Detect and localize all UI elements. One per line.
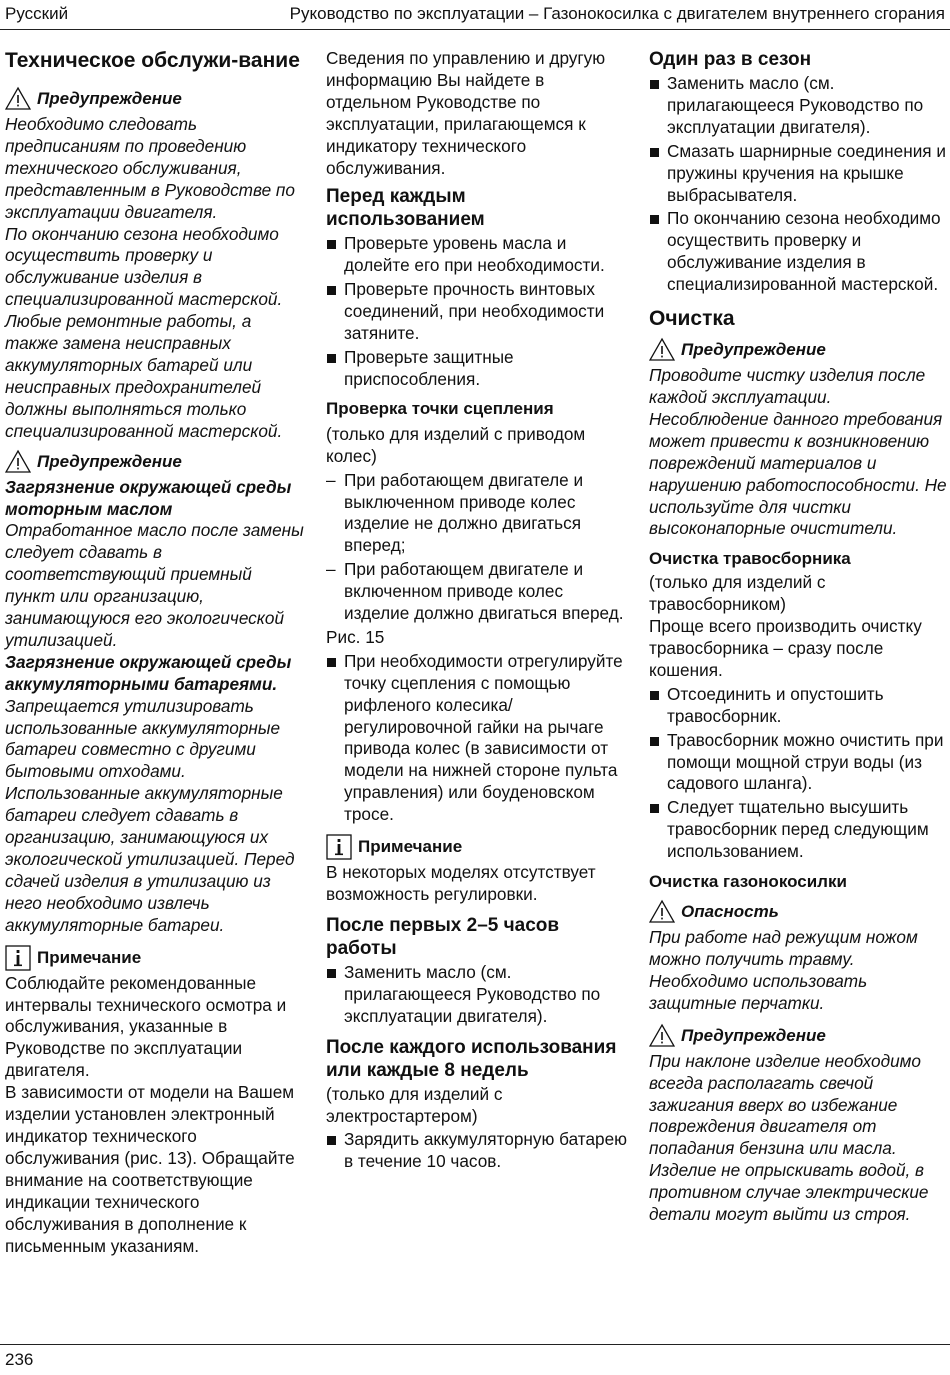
list-item: – При работающем двигателе и включенном приводе колес изделие должно двигаться вперед. <box>326 559 628 625</box>
warning-subheading: Загрязнение окружающей среды аккумуляторными батареями. <box>5 651 292 694</box>
column-2 <box>326 48 628 1177</box>
list-item: Проверьте уровень масла и долейте его при необходимости. <box>326 233 628 277</box>
warning-triangle-icon <box>5 449 31 475</box>
page-header <box>0 0 950 30</box>
warning-header <box>5 447 305 477</box>
body-text: Проще всего производить очистку травосборника – сразу после кошения. <box>649 616 922 680</box>
section-heading-cleaning: Очистка <box>649 307 735 331</box>
warning-triangle-icon <box>649 899 675 925</box>
warning-triangle-icon <box>649 337 675 363</box>
warning-header <box>5 84 305 114</box>
warning-text: По окончанию сезона необходимо осуществить проверку и обслуживание изделия в специализированной мастерской. <box>5 223 283 310</box>
list-item: Смазать шарнирные соединения и пружины кручения на крышке выбрасывателя. <box>649 141 947 207</box>
warning-subheading: Загрязнение окружающей среды моторным маслом <box>5 476 292 519</box>
section-heading-after-each: После каждого использования или каждые 8 недель <box>326 1036 617 1081</box>
bullet-list <box>326 651 628 826</box>
list-item: Проверьте защитные приспособления. <box>326 347 628 391</box>
section-heading-bag-cleaning: Очистка травосборника <box>649 549 851 569</box>
note-label: Примечание <box>358 837 463 857</box>
section-heading-maintenance: Техническое обслужи-вание <box>5 49 300 72</box>
section-heading-mower-cleaning: Очистка газонокосилки <box>649 872 847 892</box>
list-item: При необходимости отрегулируйте точку сцепления с помощью рифленого колесика/регулировочной гайки на рычаге привода колес (в зависимости от модели на нижней стороне пульта управления) или боуденовском тросе. <box>326 651 628 826</box>
info-box-icon <box>5 945 31 971</box>
intro-text: Сведения по управлению и другую информацию Вы найдете в отдельном Руководстве по эксплуатации, прилагающемся к индикатору технического обслуживания. <box>326 48 606 178</box>
warning-text: Необходимо следовать предписаниям по проведению технического обслуживания, представленным в Руководстве по эксплуатации двигателя. <box>5 114 295 222</box>
section-heading-before-use: Перед каждым использованием <box>326 186 485 231</box>
section-heading-clutch: Проверка точки сцепления <box>326 398 554 418</box>
info-box-icon <box>326 834 352 860</box>
bullet-list <box>326 962 628 1028</box>
warning-text: Отработанное масло после замены следует сдавать в соответствующий приемный пункт или организацию, занимающуюся его экологической утилизацией. <box>5 520 304 650</box>
note-text: Соблюдайте рекомендованные интервалы технического осмотра и обслуживания, указанные в Руководстве по эксплуатации двигателя. <box>5 972 287 1081</box>
warning-text: Запрещается утилизировать использованные аккумуляторные батареи совместно с другими бытовыми отходами. Использованные аккумуляторные батареи следует сдавать в организацию, занимающуюся их экологической утилизацией. Перед сдачей изделия в утилизацию из него необходимо извлечь аккумуляторные батареи. <box>5 695 295 935</box>
warning-text: Любые ремонтные работы, а также замена неисправных аккумуляторных батарей или неисправных предохранителей должны выполняться только специализированной мастерской. <box>5 311 283 441</box>
manual-title: Руководство по эксплуатации – Газонокосилка с двигателем внутреннего сгорания <box>289 4 945 23</box>
column-1 <box>5 48 305 1257</box>
figure-reference: Рис. 15 <box>326 626 385 647</box>
warning-header <box>649 335 947 365</box>
warning-label: Предупреждение <box>681 340 826 360</box>
section-heading-season: Один раз в сезон <box>649 49 812 70</box>
note-header <box>5 943 305 973</box>
list-item: По окончанию сезона необходимо осуществить проверку и обслуживание изделия в специализированной мастерской. <box>649 208 947 296</box>
warning-header <box>649 1021 947 1051</box>
scope-text: (только для изделий с приводом колес) <box>326 423 586 466</box>
bullet-list <box>649 684 947 863</box>
list-item: – При работающем двигателе и выключенном приводе колес изделие не должно двигаться вперед; <box>326 470 628 558</box>
scope-text: (только для изделий с электростартером) <box>326 1083 503 1126</box>
page-number: 236 <box>5 1350 34 1369</box>
note-header <box>326 832 628 862</box>
list-item: Отсоединить и опустошить травосборник. <box>649 684 947 728</box>
danger-header <box>649 897 947 927</box>
note-label: Примечание <box>37 947 142 967</box>
section-heading-after-first: После первых 2–5 часов работы <box>326 914 560 959</box>
warning-text: Изделие не опрыскивать водой, в противном случае электрические детали могут выйти из строя. <box>649 1160 929 1225</box>
warning-text: Проводите чистку изделия после каждой эксплуатации. Несоблюдение данного требования может привести к возникновению повреждений материалов и нарушению работоспособности. Не используйте для чистки высоконапорные очистители. <box>649 365 947 539</box>
warning-label: Предупреждение <box>37 451 182 471</box>
warning-triangle-icon <box>649 1023 675 1049</box>
danger-text: При работе над режущим ножом можно получить травму. Необходимо использовать защитные перчатки. <box>649 927 918 1013</box>
column-3 <box>649 48 947 1226</box>
bullet-list <box>326 1129 628 1173</box>
warning-label: Предупреждение <box>37 89 182 109</box>
bullet-list <box>326 233 628 390</box>
list-item: Зарядить аккумуляторную батарею в течение 10 часов. <box>326 1129 628 1173</box>
bullet-list <box>649 73 947 296</box>
list-item: Следует тщательно высушить травосборник перед следующим использованием. <box>649 797 947 863</box>
warning-text: При наклоне изделие необходимо всегда располагать свечой зажигания вверх во избежание повреждения двигателя от попадания бензина или масла. <box>649 1050 921 1159</box>
dash-list <box>326 470 628 625</box>
danger-label: Опасность <box>681 902 779 922</box>
list-item: Проверьте прочность винтовых соединений, при необходимости затяните. <box>326 279 628 345</box>
scope-text: (только для изделий с травосборником) <box>649 572 826 615</box>
list-item: Травосборник можно очистить при помощи мощной струи воды (из садового шланга). <box>649 730 947 796</box>
list-item: Заменить масло (см. прилагающееся Руководство по эксплуатации двигателя). <box>649 73 947 139</box>
list-item: Заменить масло (см. прилагающееся Руководство по эксплуатации двигателя). <box>326 962 628 1028</box>
note-text: В зависимости от модели на Вашем изделии установлен электронный индикатор технического обслуживания (рис. 13). Обращайте внимание на соответствующие индикации технического обслуживания в дополнение к письменным указаниям. <box>5 1082 295 1256</box>
warning-label: Предупреждение <box>681 1025 826 1045</box>
warning-triangle-icon <box>5 86 31 112</box>
footer-divider <box>0 1344 950 1345</box>
language-label: Русский <box>5 4 69 23</box>
note-text: В некоторых моделях отсутствует возможность регулировки. <box>326 862 596 904</box>
